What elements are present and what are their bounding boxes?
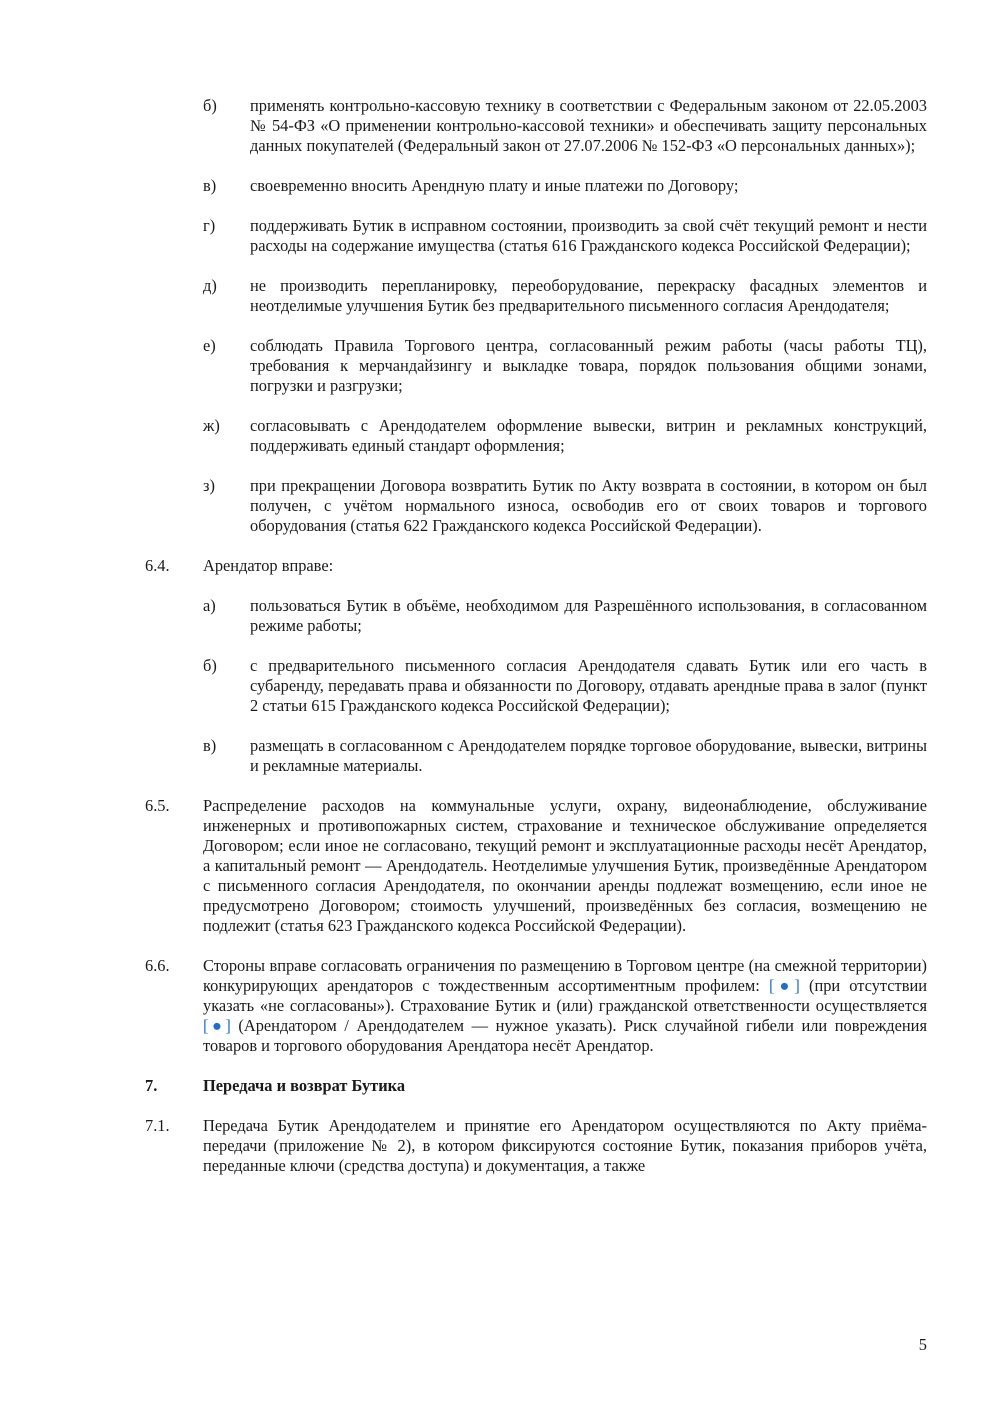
- list-item: [203, 596, 927, 636]
- clause-text: Передача Бутик Арендодателем и принятие его Арендатором осуществляются по Акту приёма-передачи (приложение № 2), в котором фиксируются состояние Бутик, показания приборов учёта, переданные ключи (средства доступа) и документация, а также: [203, 1116, 927, 1175]
- item-label: а): [203, 596, 216, 615]
- placeholder-field[interactable]: [●]: [768, 976, 800, 995]
- clause-number: 7.1.: [145, 1116, 170, 1135]
- item-text: своевременно вносить Арендную плату и иные платежи по Договору;: [250, 176, 739, 195]
- clause-6-4: [145, 556, 927, 576]
- clause-text-part: (при отсутствии указать «не согласованы»). Страхование Бутик и (или) гражданской ответственности осуществляется: [203, 976, 927, 1015]
- list-item: [203, 656, 927, 716]
- clause-number: 6.4.: [145, 556, 170, 575]
- list-item: [203, 176, 927, 196]
- item-label: д): [203, 276, 217, 295]
- clause-6-6: [145, 956, 927, 1056]
- clause-number: 6.5.: [145, 796, 170, 815]
- item-text: применять контрольно-кассовую технику в соответствии с Федеральным законом от 22.05.2003 № 54-ФЗ «О применении контрольно-кассовой техники» и обеспечивать защиту персональных данных покупателей (Федеральный закон от 27.07.2006 № 152-ФЗ «О персональных данных»);: [250, 96, 927, 155]
- list-item: [203, 276, 927, 316]
- item-text: с предварительного письменного согласия Арендодателя сдавать Бутик или его часть в субаренду, передавать права и обязанности по Договору, отдавать арендные права в залог (пункт 2 статьи 615 Гражданского кодекса Российской Федерации);: [250, 656, 927, 715]
- placeholder-field[interactable]: [●]: [203, 1016, 231, 1035]
- list-item: [203, 216, 927, 256]
- list-item: [203, 736, 927, 776]
- clause-text: Распределение расходов на коммунальные услуги, охрану, видеонаблюдение, обслуживание инженерных и противопожарных систем, страхование и техническое обслуживание определяется Договором; если иное не согласовано, текущий ремонт и эксплуатационные расходы несёт Арендатор, а капитальный ремонт — Арендодатель. Неотделимые улучшения Бутик, произведённые Арендатором с письменного согласия Арендодателя, по окончании аренды подлежат возмещению, если иное не предусмотрено Договором; стоимость улучшений, произведённых без согласия, возмещению не подлежит (статья 623 Гражданского кодекса Российской Федерации).: [203, 796, 927, 935]
- section-title: Передача и возврат Бутика: [203, 1076, 406, 1095]
- item-label: е): [203, 336, 216, 355]
- item-text: пользоваться Бутик в объёме, необходимом для Разрешённого использования, в согласованном режиме работы;: [250, 596, 927, 635]
- item-label: б): [203, 656, 217, 675]
- item-label: в): [203, 736, 217, 755]
- item-text: при прекращении Договора возвратить Бутик по Акту возврата в состоянии, в котором он был получен, с учётом нормального износа, освободив его от своих товаров и торгового оборудования (статья 622 Гражданского кодекса Российской Федерации).: [250, 476, 927, 535]
- section-heading: [145, 1076, 1000, 1096]
- clause-6-5: [145, 796, 927, 936]
- list-item: [203, 336, 927, 396]
- clause-text-part: (Арендатором / Арендодателем — нужное указать). Риск случайной гибели или повреждения товаров и торгового оборудования Арендатора несёт Арендатор.: [203, 1016, 927, 1055]
- document-page: [0, 96, 1000, 1176]
- clause-number: 6.6.: [145, 956, 170, 975]
- clause-text-part: Стороны вправе согласовать ограничения по размещению в Торговом центре (на смежной территории) конкурирующих арендаторов с тождественным ассортиментным профилем:: [203, 956, 927, 995]
- item-text: поддерживать Бутик в исправном состоянии, производить за свой счёт текущий ремонт и нести расходы на содержание имущества (статья 616 Гражданского кодекса Российской Федерации);: [250, 216, 927, 255]
- item-label: г): [203, 216, 216, 235]
- item-text: размещать в согласованном с Арендодателем порядке торговое оборудование, вывески, витрины и рекламные материалы.: [250, 736, 927, 775]
- item-text: соблюдать Правила Торгового центра, согласованный режим работы (часы работы ТЦ), требования к мерчандайзингу и выкладке товара, порядок пользования общими зонами, погрузки и разгрузки;: [250, 336, 927, 395]
- list-item: [203, 416, 927, 456]
- list-item: [203, 96, 927, 156]
- item-label: в): [203, 176, 217, 195]
- item-text: согласовывать с Арендодателем оформление вывески, витрин и рекламных конструкций, поддерживать единый стандарт оформления;: [250, 416, 927, 455]
- item-label: б): [203, 96, 217, 115]
- clause-text: Арендатор вправе:: [203, 556, 334, 575]
- item-label: ж): [203, 416, 220, 435]
- item-label: з): [203, 476, 215, 495]
- item-text: не производить перепланировку, переоборудование, перекраску фасадных элементов и неотделимые улучшения Бутик без предварительного письменного согласия Арендодателя;: [250, 276, 927, 315]
- page-number: 5: [918, 1335, 927, 1354]
- list-item: [203, 476, 927, 536]
- clause-7-1: [145, 1116, 927, 1176]
- section-number: 7.: [145, 1076, 158, 1095]
